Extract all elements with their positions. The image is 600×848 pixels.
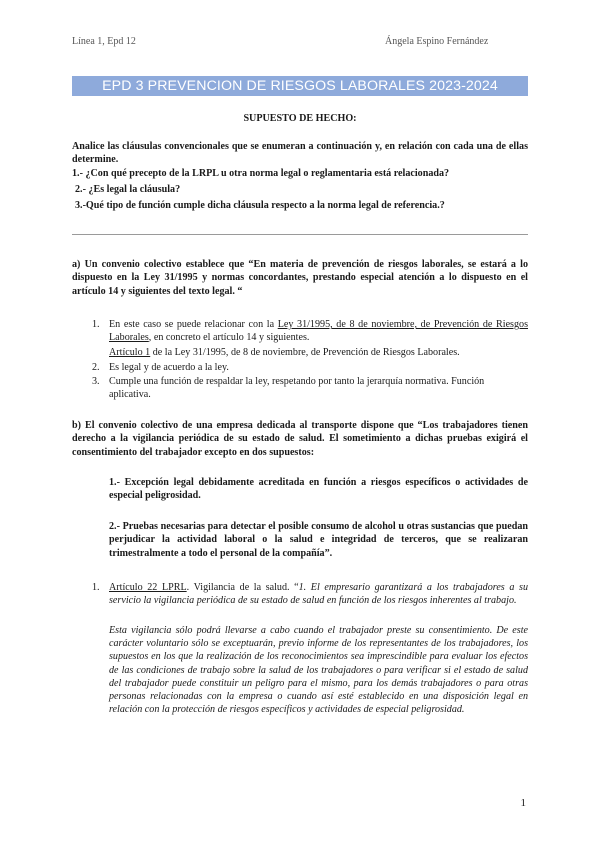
a-item-1 — [109, 318, 528, 345]
question-3: 3.-Qué tipo de función cumple dicha cláusula respecto a la norma legal de referencia.? — [75, 200, 445, 211]
a-item-1b-post: de la Ley 31/1995, de 8 de noviembre, de Prevención de Riesgos Laborales. — [150, 347, 460, 358]
a-item-1-post: , en concreto el artículo 14 y siguientes. — [148, 332, 310, 344]
question-1: 1.- ¿Con qué precepto de la LRPL u otra norma legal o reglamentaria está relacionada? — [72, 168, 450, 179]
b-supuesto-2: 2.- Pruebas necesarias para detectar el posible consumo de alcohol u otras sustancias que puedan perjudicar la actividad laboral o la salud e integridad de terceros, que se realizaran trimestralmente a todo el personal de la compañía”. — [109, 521, 528, 559]
a-item-2-number: 2. — [92, 362, 100, 373]
divider — [72, 234, 528, 235]
a-item-1b-link[interactable]: Artículo 1 — [109, 347, 151, 358]
a-item-1-link[interactable]: Ley 31/1995, de 8 de noviembre, de Prevención de Riesgos Laborales — [109, 319, 528, 344]
clause-a: a) Un convenio colectivo establece que “En materia de prevención de riesgos laborales, se estará a lo dispuesto en la Ley 31/1995 y normas concordantes, prestando especial atención a lo dispuesto en el artículo 14 y siguientes del texto legal. “ — [72, 259, 528, 297]
b-supuesto-1: 1.- Excepción legal debidamente acreditada en función a riesgos específicos o actividades de especial peligrosidad. — [109, 477, 528, 502]
b-item-1 — [109, 581, 528, 608]
a-item-1-number: 1. — [92, 319, 100, 330]
header-left: Línea 1, Epd 12 — [72, 36, 136, 47]
b-item-1-number: 1. — [92, 582, 100, 593]
intro-paragraph: Analice las cláusulas convencionales que se enumeran a continuación y, en relación con cada una de ellas determine. — [72, 141, 528, 166]
a-item-1b — [109, 346, 528, 359]
b-item-1-quote: 1. El empresario garantizará a los trabajadores a su servicio la vigilancia periódica de su estado de salud en función de los riesgos inherentes al trabajo. — [109, 582, 528, 607]
b-legal-quote: Esta vigilancia sólo podrá llevarse a cabo cuando el trabajador preste su consentimiento. De este carácter voluntario sólo se exceptuarán, previo informe de los representantes de los trabajadores, los supuestos en los que la realización de los reconocimientos sea imprescindible para evaluar los efectos de las condiciones de trabajo sobre la salud de los trabajadores o para verificar si el estado de salud del trabajador puede constituir un peligro para el mismo, para los demás trabajadores o para otras personas relacionadas con la empresa o cuando así esté establecido en una disposición legal en relación con la protección de riesgos específicos y actividades de especial peligrosidad. — [109, 625, 528, 716]
b-item-1-link[interactable]: Artículo 22 LPRL — [109, 582, 187, 593]
page-number: 1 — [520, 797, 526, 809]
a-item-2: Es legal y de acuerdo a la ley. — [109, 362, 229, 373]
a-item-3: Cumple una función de respaldar la ley, respetando por tanto la jerarquía normativa. Función aplicativa. — [109, 376, 485, 401]
header-right: Ángela Espino Fernández — [385, 36, 489, 47]
title-banner: EPD 3 PREVENCION DE RIESGOS LABORALES 2023-2024 — [72, 76, 528, 96]
clause-b: b) El convenio colectivo de una empresa dedicada al transporte dispone que “Los trabajadores tienen derecho a la vigilancia periódica de su estado de salud. El sometimiento a dichas pruebas exigirá el consentimiento del trabajador excepto en dos supuestos: — [72, 420, 528, 458]
a-item-3-number: 3. — [92, 376, 100, 387]
a-item-1-pre: En este caso se puede relacionar con la — [109, 319, 278, 330]
subtitle: SUPUESTO DE HECHO: — [243, 113, 357, 124]
b-item-1-mid: . Vigilancia de la salud. “ — [186, 582, 299, 593]
question-2: 2.- ¿Es legal la cláusula? — [75, 184, 181, 195]
